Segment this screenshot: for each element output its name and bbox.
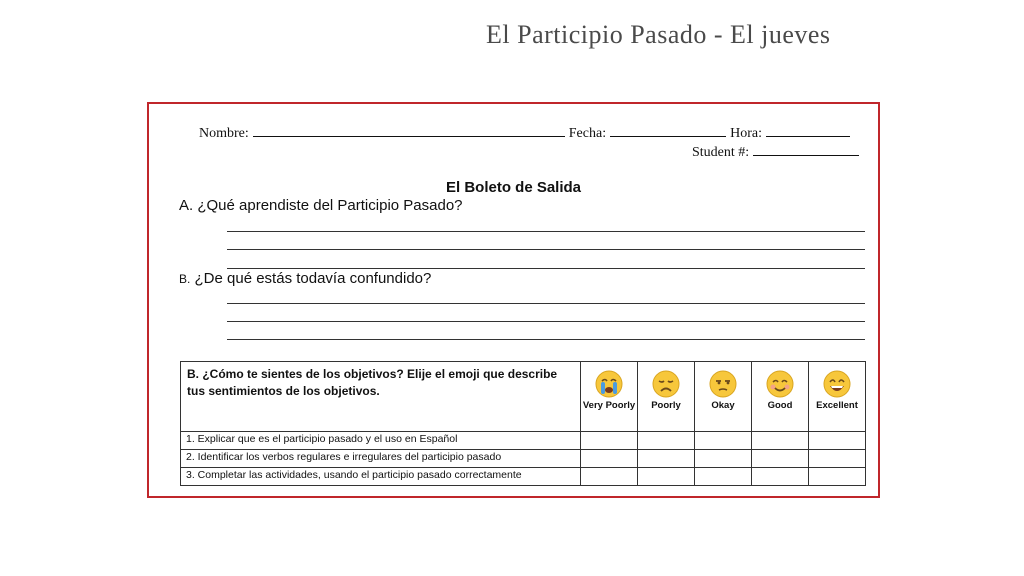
rating-cell[interactable] [752, 468, 809, 486]
answer-line[interactable] [227, 303, 865, 304]
objective-text: 1. Explicar que es el participio pasado y el uso en Español [181, 432, 581, 450]
grinning-face-icon [823, 370, 851, 398]
hora-blank[interactable] [766, 124, 850, 137]
slide-title: El Participio Pasado - El jueves [486, 20, 831, 49]
objectives-rating-table [180, 361, 866, 486]
rating-excellent[interactable] [809, 362, 866, 432]
rating-label: Poorly [651, 400, 681, 411]
header-line-2 [692, 143, 863, 161]
rating-cell[interactable] [695, 450, 752, 468]
rating-cell[interactable] [809, 468, 866, 486]
hora-label: Hora: [730, 126, 762, 141]
rating-label: Good [767, 400, 793, 411]
objective-text: 3. Completar las actividades, usando el participio pasado correctamente [181, 468, 581, 486]
rating-cell[interactable] [638, 450, 695, 468]
rating-cell[interactable] [581, 432, 638, 450]
rating-cell[interactable] [638, 432, 695, 450]
rating-cell[interactable] [809, 450, 866, 468]
answer-line[interactable] [227, 321, 865, 322]
fecha-label: Fecha: [568, 126, 607, 141]
ticket-heading: El Boleto de Salida [445, 179, 582, 196]
table-header-text: B. ¿Cómo te sientes de los objetivos? Elije el emoji que describe tus sentimientos de los objetivos. [181, 362, 581, 432]
rating-okay[interactable] [695, 362, 752, 432]
rating-label: Okay [711, 400, 735, 411]
question-b-text: ¿De qué estás todavía confundido? [190, 270, 432, 287]
table-header-row [181, 362, 866, 432]
student-number-blank[interactable] [753, 143, 859, 156]
rating-cell[interactable] [695, 432, 752, 450]
fecha-blank[interactable] [610, 124, 726, 137]
answer-line[interactable] [227, 249, 865, 250]
question-a: A. ¿Qué aprendiste del Participio Pasado? [179, 197, 463, 214]
rating-label: Excellent [816, 400, 858, 411]
question-b [179, 270, 431, 287]
nombre-blank[interactable] [253, 124, 565, 137]
answer-line[interactable] [227, 268, 865, 269]
crying-face-icon [595, 370, 623, 398]
rating-very-poorly[interactable] [581, 362, 638, 432]
rating-cell[interactable] [581, 450, 638, 468]
rating-cell[interactable] [581, 468, 638, 486]
unamused-face-icon [709, 370, 737, 398]
relieved-smile-face-icon [766, 370, 794, 398]
question-b-prefix: B. [179, 272, 191, 286]
exit-ticket [147, 102, 880, 498]
rating-cell[interactable] [638, 468, 695, 486]
rating-poorly[interactable] [638, 362, 695, 432]
header-line-1 [199, 124, 854, 142]
rating-cell[interactable] [695, 468, 752, 486]
answer-line[interactable] [227, 339, 865, 340]
rating-cell[interactable] [752, 450, 809, 468]
rating-cell[interactable] [809, 432, 866, 450]
disappointed-face-icon [652, 370, 680, 398]
objective-text: 2. Identificar los verbos regulares e irregulares del participio pasado [181, 450, 581, 468]
rating-good[interactable] [752, 362, 809, 432]
nombre-label: Nombre: [199, 126, 249, 141]
rating-cell[interactable] [752, 432, 809, 450]
answer-line[interactable] [227, 231, 865, 232]
table-row [181, 450, 866, 468]
rating-label: Very Poorly [582, 400, 636, 411]
student-label: Student #: [692, 145, 750, 160]
table-row [181, 468, 866, 486]
table-row [181, 432, 866, 450]
